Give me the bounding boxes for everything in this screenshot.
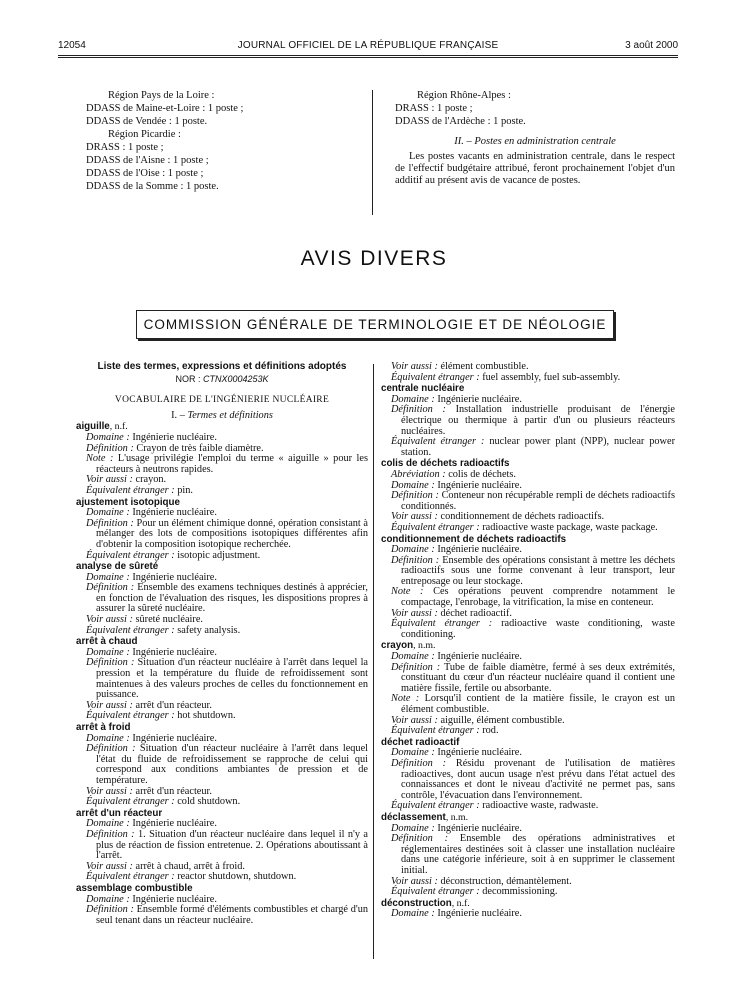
field-label: Équivalent étranger :: [391, 886, 480, 898]
term-name: conditionnement de déchets radioactifs: [381, 533, 567, 545]
field-label: Définition :: [86, 828, 135, 840]
term-entry: [381, 813, 675, 898]
field-text: isotopic adjustment.: [174, 549, 261, 561]
field-text: Ingénierie nucléaire.: [434, 747, 522, 759]
entry-field: [76, 744, 368, 786]
field-label: Définition :: [391, 554, 440, 566]
field-text: Ensemble des examens techniques destinés à apprécier, en fonction de l'évaluation des risques, les dispositions propres à assurer la sûreté nucléaire.: [96, 582, 368, 615]
field-text: safety analysis.: [174, 624, 241, 636]
entry-field: [381, 437, 675, 458]
entry-field: [76, 830, 368, 862]
section-paragraph: Les postes vacants en administration centrale, dans le respect de l'effectif budgétaire attribué, feront prochainement l'objet d'un additif au présent avis de vacance de postes.: [395, 151, 675, 186]
field-label: Définition :: [391, 404, 446, 416]
field-label: Domaine :: [86, 571, 130, 583]
field-label: Domaine :: [86, 507, 130, 519]
poste-line: DDASS de l'Aisne : 1 poste ;: [86, 155, 209, 166]
field-label: Note :: [391, 586, 424, 598]
poste-line: DRASS : 1 poste ;: [86, 142, 164, 153]
field-text: pin.: [174, 484, 193, 496]
field-text: Ensemble formé d'éléments combustibles et chargé d'un seul tenant dans un réacteur nucléaire.: [96, 904, 368, 926]
term-entry: [381, 459, 675, 533]
entry-field: [381, 619, 675, 640]
term-name: ajustement isotopique: [76, 496, 180, 508]
entry-field: [381, 834, 675, 876]
field-label: Domaine :: [86, 893, 130, 905]
field-text: arrêt à chaud, arrêt à froid.: [132, 860, 245, 872]
field-text: Ingénierie nucléaire.: [129, 732, 217, 744]
issue-date: 3 août 2000: [625, 40, 678, 51]
term-entry: [381, 899, 675, 920]
entry-field: [76, 454, 368, 475]
left-column: [76, 362, 368, 926]
section-title: Termes et définitions: [187, 409, 273, 421]
term-name: déconstruction: [381, 897, 452, 909]
field-text: déchet radioactif.: [437, 607, 512, 619]
entry-field: [76, 583, 368, 615]
field-text: élément combustible.: [437, 361, 529, 372]
poste-line: DRASS : 1 poste ;: [395, 103, 473, 114]
field-text: conditionnement de déchets radioactifs.: [437, 511, 605, 523]
term-name: centrale nucléaire: [381, 383, 465, 395]
nor-label: NOR :: [175, 373, 203, 384]
field-text: cold shutdown.: [174, 796, 241, 808]
field-label: Voir aussi :: [391, 714, 438, 726]
field-text: Ingénierie nucléaire.: [434, 651, 522, 663]
term-name: analyse de sûreté: [76, 561, 159, 573]
field-text: L'usage privilégie l'emploi du terme « aiguille » pour les réacteurs à neutrons rapides.: [96, 453, 368, 475]
term-entry: [76, 884, 368, 926]
entry-field: [381, 373, 675, 384]
vocabulary-heading: VOCABULAIRE DE L'INGÉNIERIE NUCLÉAIRE: [114, 395, 330, 406]
field-label: Équivalent étranger :: [86, 484, 175, 496]
field-label: Équivalent étranger :: [86, 549, 175, 561]
entry-field: [381, 909, 675, 920]
field-label: Domaine :: [391, 544, 435, 556]
nor-reference: [76, 374, 368, 385]
field-label: Voir aussi :: [86, 860, 133, 872]
field-text: hot shutdown.: [174, 710, 236, 722]
field-label: Domaine :: [86, 732, 130, 744]
field-label: Domaine :: [391, 393, 435, 405]
term-grammar: , n.m.: [445, 811, 469, 823]
field-text: arrêt d'un réacteur.: [132, 785, 212, 797]
entry-field: [381, 587, 675, 608]
entry-field: [381, 523, 675, 534]
field-label: Voir aussi :: [391, 511, 438, 523]
top-column-divider: [372, 90, 373, 215]
entry-field: [381, 887, 675, 898]
column-divider: [373, 364, 374, 959]
top-right-postes: [395, 89, 675, 187]
poste-line: DDASS de la Somme : 1 poste.: [86, 181, 219, 192]
entry-field: [76, 711, 368, 722]
field-text: Situation d'un réacteur nucléaire à l'arrêt dans lequel la pression et la température du fluide de refroidissement sont maintenues à des valeurs proches de celles du fonctionnement en puissance.: [96, 657, 368, 701]
term-name: assemblage combustible: [76, 882, 193, 894]
field-text: Ingénierie nucléaire.: [129, 507, 217, 519]
field-label: Définition :: [86, 517, 134, 529]
entry-field: [76, 872, 368, 883]
field-label: Domaine :: [391, 479, 435, 491]
field-label: Définition :: [86, 657, 135, 669]
entry-field: [381, 759, 675, 801]
field-text: Ingénierie nucléaire.: [434, 822, 522, 834]
entries-right: [381, 384, 675, 920]
field-label: Équivalent étranger :: [391, 436, 485, 448]
field-label: Domaine :: [391, 822, 435, 834]
field-label: Définition :: [86, 743, 136, 755]
region-heading: Région Pays de la Loire :: [108, 90, 215, 101]
term-name: déchet radioactif: [381, 736, 460, 748]
field-text: Pour un élément chimique donné, opération consistant à mélanger des lots de compositions isotopiques différentes afin d'obtenir la composition isotopique recherchée.: [96, 517, 368, 550]
field-text: Ingénierie nucléaire.: [129, 893, 217, 905]
field-text: arrêt d'un réacteur.: [132, 699, 212, 711]
field-text: Ingénierie nucléaire.: [129, 571, 217, 583]
term-entry: [381, 641, 675, 736]
page-header: [58, 40, 678, 54]
entry-field: [381, 801, 675, 812]
field-text: radioactive waste package, waste package.: [479, 521, 658, 533]
field-text: Conteneur non récupérable rempli de déchets radioactifs conditionnés.: [401, 490, 675, 512]
field-text: Ingénierie nucléaire.: [434, 544, 522, 556]
term-entry: [76, 723, 368, 808]
region-rhone-alpes: Région Rhône-Alpes :: [417, 90, 511, 101]
term-name: arrêt à chaud: [76, 636, 138, 648]
field-text: Ces opérations peuvent comprendre notamment le compactage, l'enrobage, la vitrification, la mise en conteneur.: [401, 586, 675, 609]
entry-field: [381, 663, 675, 695]
field-text: fuel assembly, fuel sub-assembly.: [479, 371, 621, 383]
entry-field: [76, 551, 368, 562]
term-name: crayon: [381, 640, 414, 652]
field-label: Voir aussi :: [86, 474, 133, 486]
field-label: Domaine :: [86, 431, 130, 443]
field-label: Équivalent étranger :: [391, 521, 480, 533]
field-text: Ingénierie nucléaire.: [129, 646, 217, 658]
field-label: Note :: [86, 453, 114, 465]
term-name: arrêt d'un réacteur: [76, 807, 163, 819]
term-grammar: , n.m.: [413, 640, 436, 652]
field-label: Équivalent étranger :: [86, 871, 175, 883]
field-label: Équivalent étranger :: [86, 710, 175, 722]
page-number: 12054: [58, 40, 86, 51]
term-entry: [381, 384, 675, 458]
field-text: Ensemble des opérations administratives et réglementaires destinées soit à classer une installation nucléaire dans une catégorie inférieure, soit à en supprimer le classement initial.: [401, 833, 675, 876]
term-entry: [381, 738, 675, 812]
field-text: déconstruction, démantèlement.: [437, 875, 572, 887]
field-label: Domaine :: [391, 908, 435, 920]
journal-title: JOURNAL OFFICIEL DE LA RÉPUBLIQUE FRANÇAISE: [237, 40, 499, 51]
field-label: Définition :: [391, 490, 439, 502]
entry-field: [381, 694, 675, 715]
field-text: Installation industrielle produisant de l'énergie électrique ou thermique à partir d'un ou plusieurs réacteurs nucléaires.: [401, 404, 675, 437]
field-text: Ensemble des opérations consistant à mettre les déchets radioactifs sous une forme convenant à leur transport, leur entreposage ou leur stockage.: [401, 554, 675, 587]
field-text: crayon.: [132, 474, 167, 486]
field-text: 1. Situation d'un réacteur nucléaire dans lequel il n'y a plus de réaction de fission entretenue. 2. Opérations aboutissant à l'arrêt.: [96, 828, 368, 862]
field-label: Voir aussi :: [391, 875, 438, 887]
term-name: arrêt à froid: [76, 722, 131, 733]
field-label: Équivalent étranger :: [86, 624, 175, 636]
field-label: Définition :: [391, 833, 449, 845]
term-grammar: , n.f.: [109, 421, 128, 433]
poste-line: DDASS de Maine-et-Loire : 1 poste ;: [86, 103, 244, 114]
field-text: radioactive waste conditioning, waste conditioning.: [401, 618, 675, 640]
field-label: Domaine :: [391, 651, 435, 663]
field-label: Voir aussi :: [391, 607, 438, 619]
term-entry: [76, 422, 368, 496]
field-text: decommissioning.: [479, 886, 558, 898]
entry-field: [76, 905, 368, 926]
field-label: Définition :: [86, 582, 135, 594]
term-name: déclassement: [381, 811, 446, 823]
term-entry: [381, 535, 675, 641]
field-label: Équivalent étranger :: [86, 796, 175, 808]
field-label: Définition :: [86, 442, 134, 454]
field-text: Ingénierie nucléaire.: [129, 431, 217, 443]
entry-field: [76, 658, 368, 700]
field-label: Équivalent étranger :: [391, 725, 480, 737]
field-text: aiguille, élément combustible.: [437, 714, 565, 726]
entry-field: [76, 797, 368, 808]
field-text: sûreté nucléaire.: [132, 614, 203, 626]
poste-line: DDASS de l'Oise : 1 poste ;: [86, 168, 204, 179]
field-text: rod.: [479, 725, 499, 737]
field-label: Équivalent étranger :: [391, 371, 480, 383]
term-grammar: , n.f.: [451, 897, 470, 909]
header-rule-top: [58, 55, 678, 56]
section-number: I. –: [171, 409, 188, 421]
field-label: Voir aussi :: [86, 785, 133, 797]
field-label: Domaine :: [391, 747, 435, 759]
top-left-postes: [86, 89, 346, 193]
term-entry: [76, 809, 368, 883]
term-name: aiguille: [76, 421, 110, 433]
entry-field: [381, 491, 675, 512]
commission-title-box: COMMISSION GÉNÉRALE DE TERMINOLOGIE ET DE NÉOLOGIE: [136, 310, 614, 339]
field-label: Voir aussi :: [86, 614, 133, 626]
field-text: colis de déchets.: [445, 468, 516, 480]
field-text: Ingénierie nucléaire.: [434, 908, 522, 920]
field-label: Définition :: [391, 757, 447, 769]
nor-code: CTNX0004253K: [202, 373, 269, 384]
term-entry: [76, 498, 368, 562]
field-text: Ingénierie nucléaire.: [434, 393, 522, 405]
field-label: Définition :: [86, 904, 134, 916]
continued-entry: [381, 362, 675, 383]
field-text: Lorsqu'il contient de la matière fissile, le crayon est un élément combustible.: [401, 693, 676, 715]
field-label: Domaine :: [86, 646, 130, 658]
field-label: Note :: [391, 693, 420, 705]
field-label: Équivalent étranger :: [391, 618, 493, 630]
section-heading: II. – Postes en administration centrale: [454, 136, 616, 147]
header-rule-bottom: [58, 57, 678, 58]
field-label: Domaine :: [86, 818, 130, 830]
poste-line: DDASS de l'Ardèche : 1 poste.: [395, 116, 526, 127]
field-label: Voir aussi :: [391, 361, 438, 372]
field-label: Abréviation :: [391, 468, 446, 480]
term-name: colis de déchets radioactifs: [381, 458, 510, 470]
field-text: reactor shutdown, shutdown.: [174, 871, 297, 883]
field-text: Crayon de très faible diamètre.: [133, 442, 264, 454]
poste-line: DDASS de Vendée : 1 poste.: [86, 116, 208, 127]
term-entry: [76, 562, 368, 636]
avis-divers-title: AVIS DIVERS: [300, 247, 448, 270]
entry-field: [381, 726, 675, 737]
field-text: Résidu provenant de l'utilisation de matières radioactives, dont aucun usage n'est prévu dans l'état actuel des connaissances et dont le niveau d'activité ne permet pas, sans contrôle, l'évacuation dans l'environnement.: [401, 757, 675, 801]
term-entry: [76, 637, 368, 722]
field-label: Voir aussi :: [86, 699, 133, 711]
field-text: Situation d'un réacteur nucléaire à l'arrêt dans lequel l'état du fluide de refroidissement se rapproche de celui qui correspond aux conditions ambiantes de pression et de température.: [96, 743, 369, 786]
list-title: Liste des termes, expressions et définitions adoptés: [97, 361, 347, 372]
section-termes-heading: [76, 411, 368, 422]
entry-field: [76, 519, 368, 551]
right-column: [381, 362, 675, 920]
field-label: Équivalent étranger :: [391, 800, 480, 812]
field-text: Ingénierie nucléaire.: [434, 479, 522, 491]
region-heading: Région Picardie :: [108, 129, 181, 140]
field-text: Ingénierie nucléaire.: [129, 818, 217, 830]
field-text: Tube de faible diamètre, fermé à ses deux extrémités, constituant du cœur d'un réacteur nucléaire quand il contient une matière fissile, fertile ou absorbante.: [401, 661, 675, 694]
field-label: Définition :: [391, 661, 441, 673]
entry-field: [381, 405, 675, 437]
entry-field: [381, 556, 675, 588]
entry-field: [76, 626, 368, 637]
entry-field: [76, 486, 368, 497]
entries-left: [76, 422, 368, 926]
field-text: nuclear power plant (NPP), nuclear power station.: [401, 436, 675, 458]
field-text: radioactive waste, radwaste.: [479, 800, 599, 812]
